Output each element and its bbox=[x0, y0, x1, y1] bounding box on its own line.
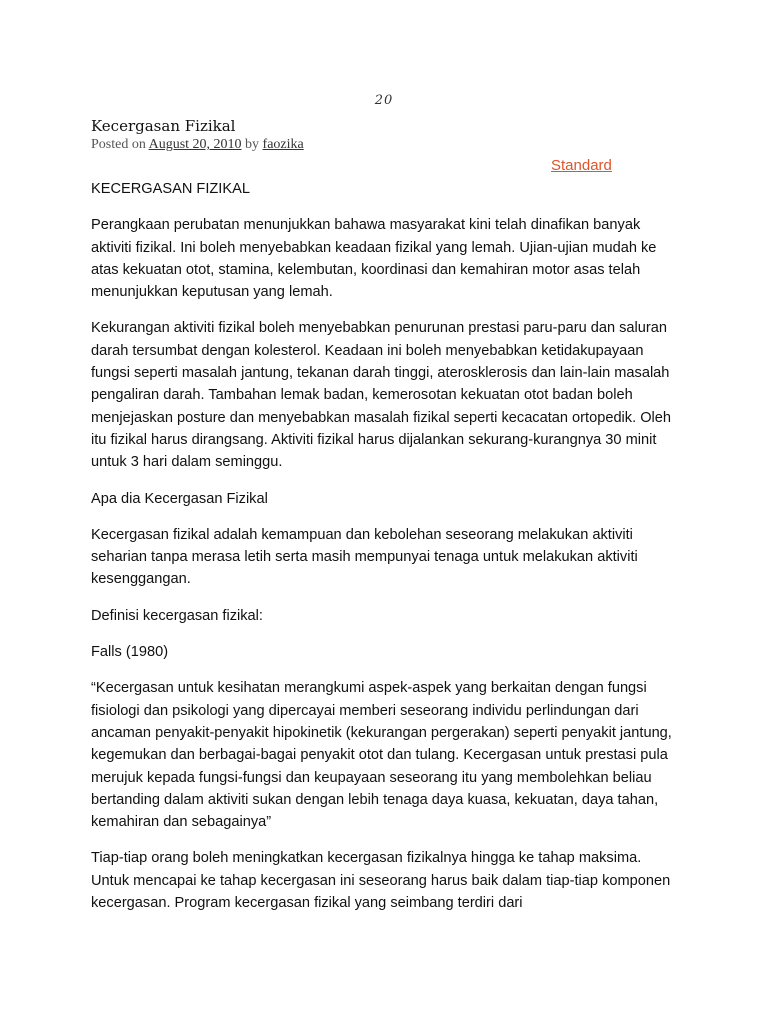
paragraph: Kekurangan aktiviti fizikal boleh menyebabkan penurunan prestasi paru-paru dan saluran darah tersumbat dengan kolesterol. Keadaan ini boleh menyebabkan ketidakupayaan fungsi seperti masalah jantung, tekanan darah tinggi, aterosklerosis dan lain-lain masalah pengaliran darah. Tambahan lemak badan, kemerosotan kekuatan otot badan boleh menjejaskan posture dan menyebabkan masalah fizikal seperti kecacatan ortopedik. Oleh itu fizikal harus dirangsang. Aktiviti fizikal harus dijalankan sekurang-kurangnya 30 minit untuk 3 hari dalam seminggu. bbox=[91, 320, 672, 471]
quote-paragraph: “Kecergasan untuk kesihatan merangkumi aspek-aspek yang berkaitan dengan fungsi fisiologi dan psikologi yang dipercayai memberi seseorang individu perlindungan dari ancaman penyakit-penyakit hipokinetik (kekurangan pergerakan) seperti penyakit jantung, kegemukan dan berbagai-bagai penyakit otot dan tulang. Kecergasan untuk prestasi pula merujuk kepada fungsi-fungsi dan keupayaan seseorang itu yang membolehkan beliau bertanding dalam aktiviti sukan dengan lebih tenaga daya kuasa, kekuatan, daya tahan, kemahiran dan sebagainya” bbox=[91, 680, 672, 831]
page-number: 20 bbox=[374, 93, 394, 108]
post-format-link[interactable]: Standard bbox=[551, 157, 612, 174]
post-title: Kecergasan Fizikal bbox=[91, 117, 236, 135]
author-link[interactable]: faozika bbox=[262, 137, 304, 152]
paragraph: Falls (1980) bbox=[91, 644, 169, 661]
paragraph: Tiap-tiap orang boleh meningkatkan kecergasan fizikalnya hingga ke tahap maksima. Untuk mencapai ke tahap kecergasan ini seseorang harus baik dalam tiap-tiap komponen kecergasan. Program kecergasan fizikal yang seimbang terdiri dari bbox=[91, 850, 671, 912]
by-label: by bbox=[245, 137, 260, 152]
content-heading: KECERGASAN FIZIKAL bbox=[91, 181, 250, 197]
post-date-link[interactable]: August 20, 2010 bbox=[148, 137, 242, 152]
posted-on-label: Posted on bbox=[91, 137, 146, 152]
paragraph: Kecergasan fizikal adalah kemampuan dan kebolehan seseorang melakukan aktiviti seharian tanpa merasa letih serta masih mempunyai tenaga untuk melakukan aktiviti kesenggangan. bbox=[91, 526, 638, 588]
paragraph: Perangkaan perubatan menunjukkan bahawa masyarakat kini telah dinafikan banyak aktiviti fizikal. Ini boleh menyebabkan keadaan fizikal yang lemah. Ujian-ujian mudah ke atas kekuatan otot, stamina, kelembutan, koordinasi dan kemahiran motor asas telah menunjukkan keputusan yang lemah. bbox=[91, 217, 657, 301]
paragraph: Definisi kecergasan fizikal: bbox=[91, 607, 263, 624]
paragraph: Apa dia Kecergasan Fizikal bbox=[91, 490, 268, 507]
post-content bbox=[91, 178, 681, 928]
post-meta bbox=[91, 137, 304, 153]
